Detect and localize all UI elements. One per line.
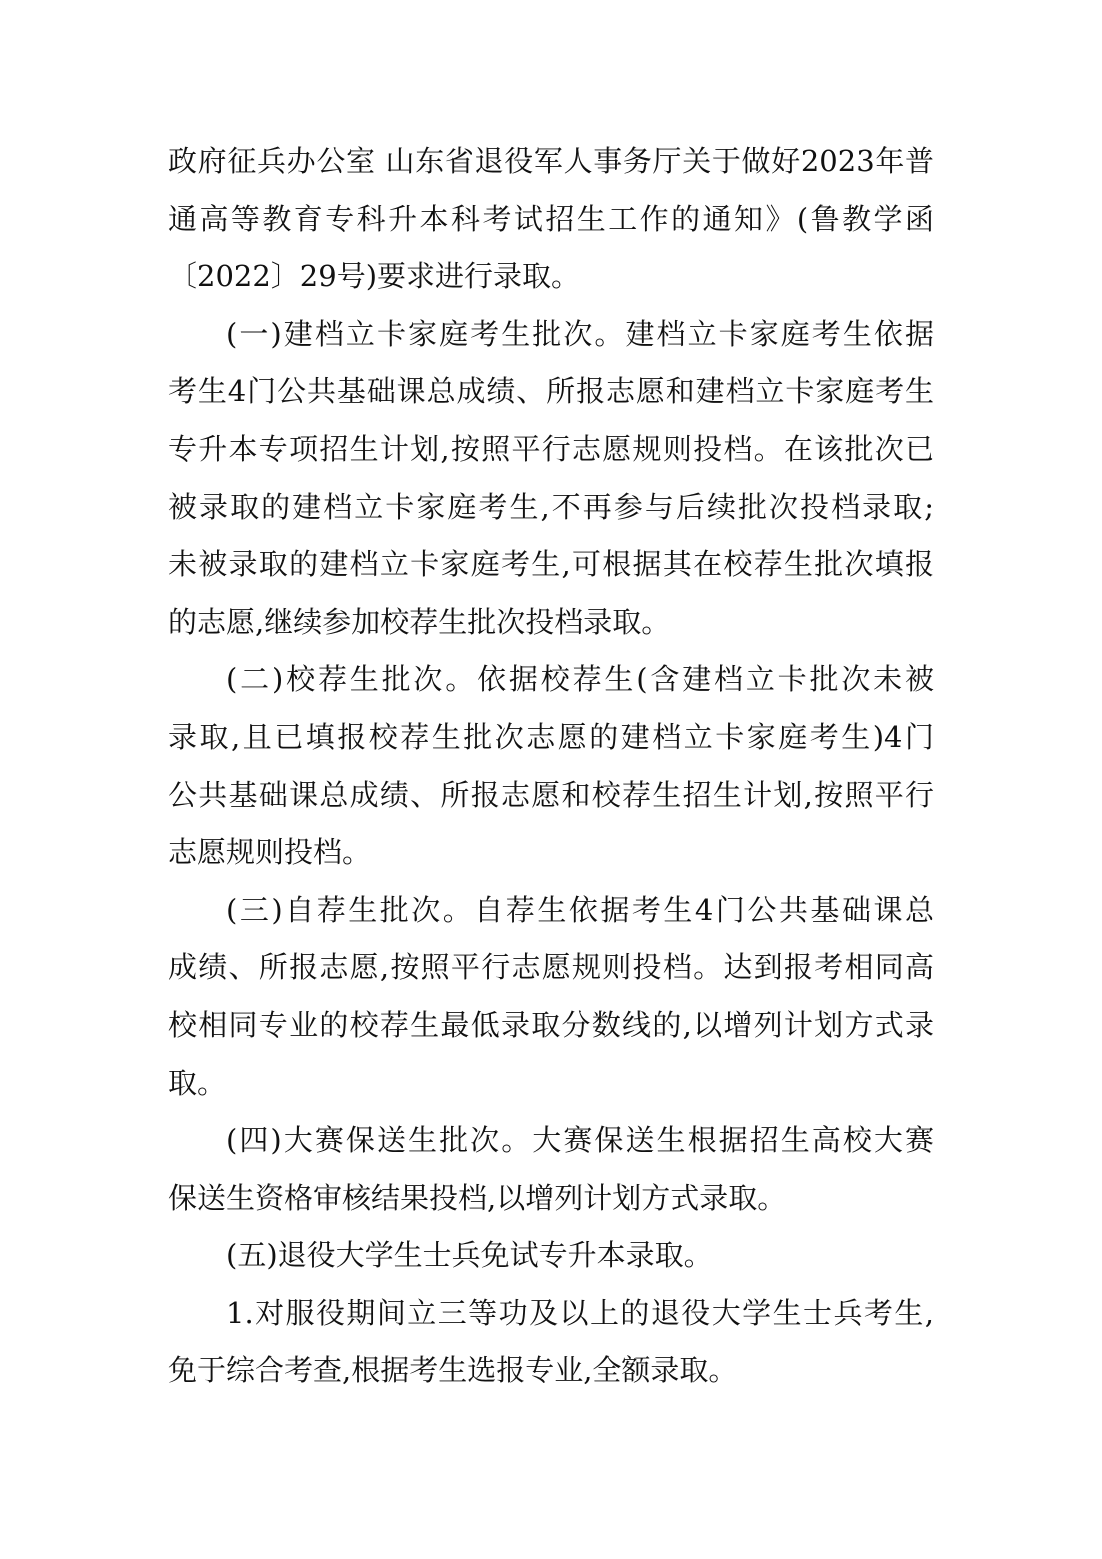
text-line: 被录取的建档立卡家庭考生,不再参与后续批次投档录取; [168,489,934,524]
text-line: 未被录取的建档立卡家庭考生,可根据其在校荐生批次填报 [168,547,934,582]
document-body [168,133,934,1400]
text-line: 的志愿,继续参加校荐生批次投档录取。 [168,604,671,639]
text-line: 志愿规则投档。 [168,835,372,870]
text-line: 通高等教育专科升本科考试招生工作的通知》(鲁教学函 [168,201,934,236]
text-line: 保送生资格审核结果投档,以增列计划方式录取。 [168,1180,787,1215]
text-line: 政府征兵办公室 山东省退役军人事务厅关于做好2023年普 [168,144,934,178]
text-line: 考生4门公共基础课总成绩、所报志愿和建档立卡家庭考生 [168,374,934,409]
paragraph-heading-line: (二)校荐生批次。依据校荐生(含建档立卡批次未被 [226,662,934,697]
text-line: 成绩、所报志愿,按照平行志愿规则投档。达到报考相同高 [168,950,934,985]
paragraph-heading-line: (四)大赛保送生批次。大赛保送生根据招生高校大赛 [226,1123,934,1158]
list-item-line: 1.对服役期间立三等功及以上的退役大学生士兵考生, [226,1295,934,1330]
text-line: 公共基础课总成绩、所报志愿和校荐生招生计划,按照平行 [168,777,934,812]
text-line: 录取,且已填报校荐生批次志愿的建档立卡家庭考生)4门 [168,719,934,754]
text-line: 〔2022〕29号)要求进行录取。 [168,259,581,294]
text-line: 免于综合考查,根据考生选报专业,全额录取。 [168,1353,738,1388]
paragraph-heading-line: (三)自荐生批次。自荐生依据考生4门公共基础课总 [226,892,934,927]
paragraph-heading-line: (五)退役大学生士兵免试专升本录取。 [226,1238,713,1273]
text-line: 校相同专业的校荐生最低录取分数线的,以增列计划方式录 [168,1007,934,1042]
text-line: 取。 [168,1065,227,1100]
text-line: 专升本专项招生计划,按照平行志愿规则投档。在该批次已 [168,431,934,466]
paragraph-heading-line: (一)建档立卡家庭考生批次。建档立卡家庭考生依据 [226,316,934,351]
